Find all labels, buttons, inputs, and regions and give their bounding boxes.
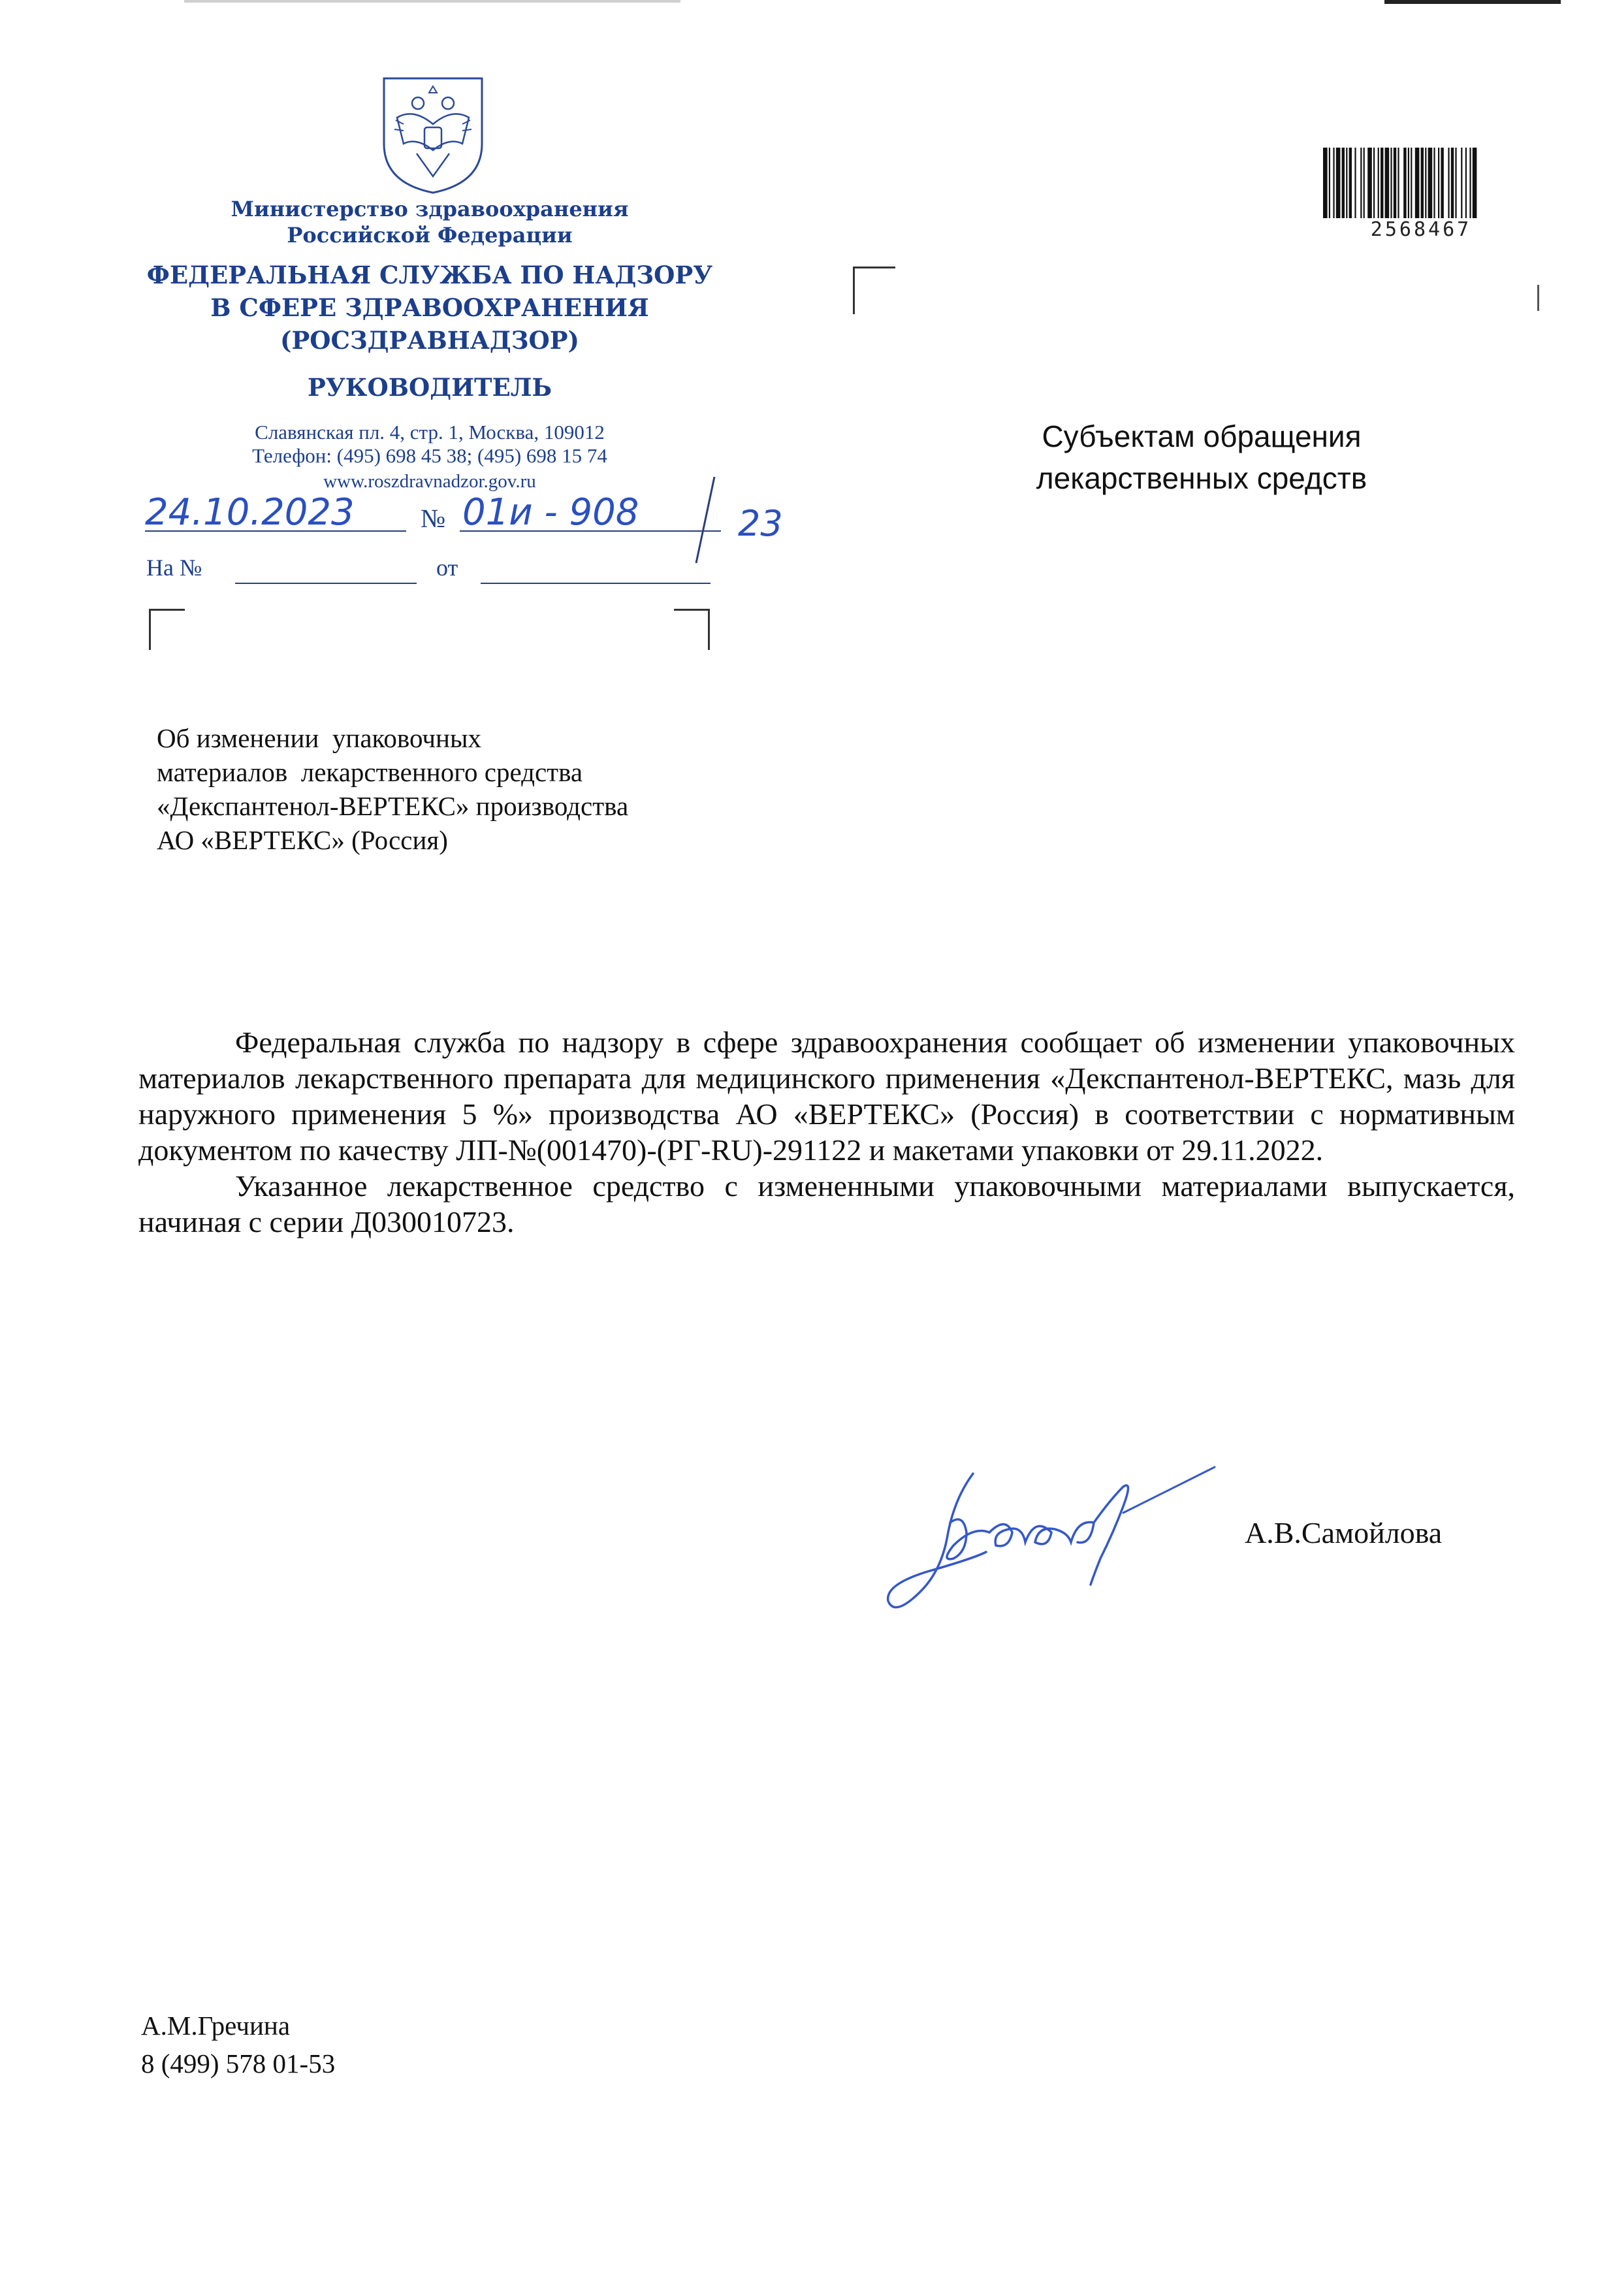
barcode-bar <box>1342 148 1345 218</box>
registration-number: 01и - 908 <box>462 491 639 534</box>
body-paragraph-2: Указанное лекарственное средство с измененными упаковочными материалами выпускается, начиная с серии Д030010723. <box>138 1169 1515 1238</box>
barcode-icon <box>1323 148 1519 218</box>
ministry-line-1: Министерство здравоохранения <box>231 197 629 221</box>
barcode-bar <box>1433 148 1435 218</box>
number-underline <box>460 530 721 532</box>
addressee-line-1: Субъектам обращения <box>1042 419 1362 453</box>
coat-of-arms-icon <box>377 72 488 196</box>
executor-phone: 8 (499) 578 01-53 <box>141 2048 336 2078</box>
barcode-bar <box>1448 148 1449 218</box>
barcode-bar <box>1349 148 1352 218</box>
barcode-bar <box>1397 148 1399 218</box>
service-line-1: ФЕДЕРАЛЬНАЯ СЛУЖБА ПО НАДЗОРУ <box>146 261 713 289</box>
barcode-bar <box>1394 148 1396 218</box>
registration-year: 23 <box>738 503 783 544</box>
corner-mark-top-left <box>149 609 185 650</box>
body-paragraph-1: Федеральная служба по надзору в сфере здравоохранения сообщает об изменении упаковочных материалов лекарственного препарата для медицинского применения «Декспантенол-ВЕРТЕКС, мазь для наружного применения 5 %» производства АО «ВЕРТЕКС» (Россия) в соответствии с нормативным документом по качеству ЛП-№(001470)-(РГ-RU)-291122 и макетами упаковки от 29.11.2022. <box>138 1026 1515 1167</box>
executor-block <box>141 2007 335 2082</box>
address-block <box>110 421 750 468</box>
page-edge-mark <box>184 0 680 3</box>
barcode-bar <box>1465 148 1467 218</box>
addressee-line-2: лекарственных средств <box>1036 461 1367 495</box>
website-line: www.roszdravnadzor.gov.ru <box>323 471 536 492</box>
barcode-bar <box>1329 148 1330 218</box>
barcode-bar <box>1360 148 1362 218</box>
barcode-bar <box>1364 148 1365 218</box>
barcode-bar <box>1336 148 1341 218</box>
reference-label: На № <box>146 555 202 581</box>
barcode-bar <box>1438 148 1439 218</box>
page-edge-mark <box>1537 285 1539 311</box>
corner-mark-addressee <box>853 267 895 314</box>
service-name <box>110 259 750 357</box>
barcode-bar <box>1390 148 1392 218</box>
barcode-bar <box>1373 148 1375 218</box>
barcode-bar <box>1451 148 1454 218</box>
slash-mark <box>692 474 718 566</box>
barcode-bar <box>1425 148 1426 218</box>
barcode-number: 2568467 <box>1370 218 1472 241</box>
barcode-bar <box>1421 148 1424 218</box>
barcode-bar <box>1323 148 1328 218</box>
barcode-bar <box>1333 148 1334 218</box>
barcode-bar <box>1403 148 1406 218</box>
reference-from-label: от <box>436 555 458 581</box>
head-title: РУКОВОДИТЕЛЬ <box>307 373 552 402</box>
reference-number-line <box>235 583 417 584</box>
service-line-3: (РОСЗДРАВНАДЗОР) <box>279 326 580 355</box>
date-underline <box>145 530 406 532</box>
barcode-bar <box>1415 148 1420 218</box>
barcode-bar <box>1378 148 1379 218</box>
subject-line-3: «Декспантенол-ВЕРТЕКС» производства <box>157 791 629 821</box>
letter-subject <box>157 721 797 857</box>
registration-date: 24.10.2023 <box>145 491 355 534</box>
barcode-bar <box>1346 148 1347 218</box>
ministry-line-2: Российской Федерации <box>287 223 573 248</box>
service-line-2: В СФЕРЕ ЗДРАВООХРАНЕНИЯ <box>210 293 649 322</box>
ministry-name <box>110 196 750 248</box>
barcode-bar <box>1455 148 1456 218</box>
subject-line-4: АО «ВЕРТЕКС» (Россия) <box>157 825 448 855</box>
barcode-bar <box>1381 148 1383 218</box>
barcode-bar <box>1441 148 1443 218</box>
barcode-bar <box>1461 148 1462 218</box>
executor-name: А.М.Гречина <box>141 2011 291 2041</box>
barcode-bar <box>1473 148 1477 218</box>
page-edge-mark <box>1384 0 1561 4</box>
barcode-bar <box>1469 148 1471 218</box>
barcode-bar <box>1411 148 1412 218</box>
phone-line: Телефон: (495) 698 45 38; (495) 698 15 74 <box>252 444 607 467</box>
signer-name: А.В.Самойлова <box>1245 1516 1443 1549</box>
corner-mark-top-right <box>674 609 710 650</box>
address-line: Славянская пл. 4, стр. 1, Москва, 109012 <box>255 421 605 444</box>
barcode-bar <box>1354 148 1356 218</box>
barcode-bar <box>1367 148 1372 218</box>
reference-date-line <box>481 583 711 584</box>
number-sign: № <box>421 504 446 533</box>
subject-line-1: Об изменении упаковочных <box>157 723 481 753</box>
barcode-bar <box>1408 148 1409 218</box>
addressee <box>966 415 1437 499</box>
handwritten-signature <box>875 1461 1221 1637</box>
letter-body <box>138 1024 1515 1240</box>
subject-line-2: материалов лекарственного средства <box>157 757 583 787</box>
barcode-bar <box>1385 148 1390 218</box>
barcode-bar <box>1428 148 1433 218</box>
